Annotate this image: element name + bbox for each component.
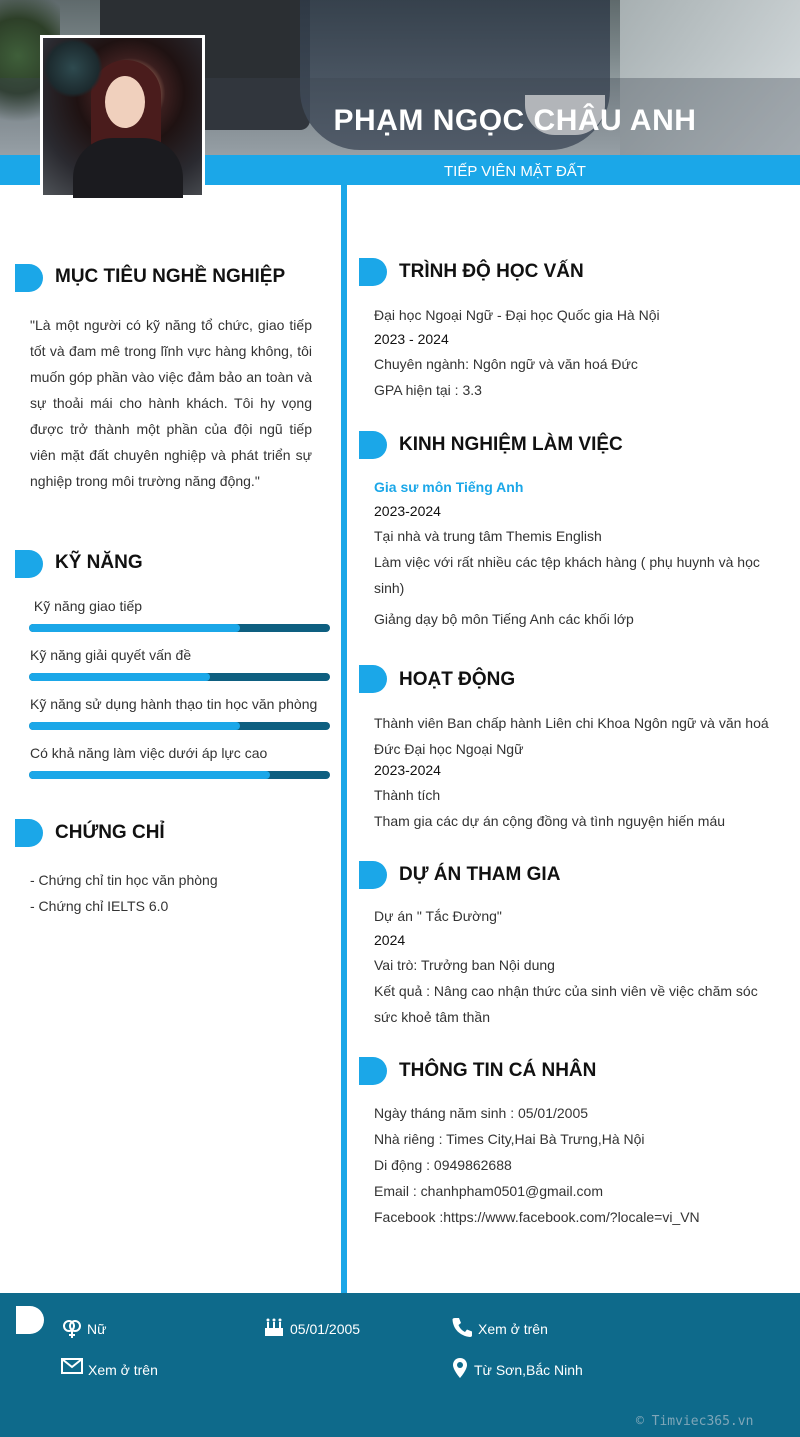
skill-bar <box>29 624 330 632</box>
skill-bar <box>29 673 330 681</box>
phone-icon <box>451 1316 473 1338</box>
activities-title: HOẠT ĐỘNG <box>399 669 516 690</box>
personal-birth: Ngày tháng năm sinh : 05/01/2005 <box>374 1105 589 1121</box>
skill-bar <box>29 722 330 730</box>
personal-facebook: Facebook :https://www.facebook.com/?locale=vi_VN <box>374 1209 700 1225</box>
objective-text: "Là một người có kỹ năng tổ chức, giao tiếp tốt và đam mê trong lĩnh vực hàng không, tôi muốn góp phần vào việc đảm bảo an toàn và sự thoải mái cho hành khách. Tôi hy vọng được trở thành một phần của đội ngũ tiếp viên mặt đất chuyên nghiệp và phát triển sự nghiệp trong môi trường năng động." <box>30 317 312 489</box>
cv-footer <box>0 1293 800 1437</box>
skill-fill <box>29 771 270 779</box>
section-marker-icon <box>16 1306 44 1334</box>
personal-home: Nhà riêng : Times City,Hai Bà Trưng,Hà Nội <box>374 1131 645 1147</box>
education-gpa: GPA hiện tại : 3.3 <box>374 382 482 398</box>
section-marker-icon <box>359 431 387 459</box>
experience-title: KINH NGHIỆM LÀM VIỆC <box>399 434 623 455</box>
section-marker-icon <box>359 861 387 889</box>
personal-email: Email : chanhpham0501@gmail.com <box>374 1183 603 1199</box>
education-period: 2023 - 2024 <box>374 331 449 347</box>
projects-title: DỰ ÁN THAM GIA <box>399 864 561 885</box>
full-name: PHẠM NGỌC CHÂU ANH <box>333 104 697 137</box>
skill-fill <box>29 673 210 681</box>
certificates-title: CHỨNG CHỈ <box>55 822 165 843</box>
copyright-watermark: © Timviec365.vn <box>636 1414 754 1429</box>
section-marker-icon <box>359 1057 387 1085</box>
activity-desc: Tham gia các dự án cộng đồng và tình nguyện hiến máu <box>374 813 726 829</box>
section-marker-icon <box>15 819 43 847</box>
education-school: Đại học Ngoại Ngữ - Đại học Quốc gia Hà Nội <box>374 307 660 323</box>
footer-address: Từ Sơn,Bắc Ninh <box>474 1362 583 1378</box>
skill-label: Có khả năng làm việc dưới áp lực cao <box>30 745 268 761</box>
experience-desc: Làm việc với rất nhiều các tệp khách hàng ( phụ huynh và học sinh) <box>374 554 760 596</box>
footer-birthday: 05/01/2005 <box>290 1321 361 1337</box>
experience-desc: Giảng dạy bộ môn Tiếng Anh các khối lớp <box>374 611 634 627</box>
project-name: Dự án " Tắc Đường" <box>374 908 502 924</box>
education-major: Chuyên ngành: Ngôn ngữ và văn hoá Đức <box>374 356 638 372</box>
personal-phone: Di động : 0949862688 <box>374 1157 512 1173</box>
experience-job: Gia sư môn Tiếng Anh <box>374 479 524 495</box>
footer-email: Xem ở trên <box>88 1362 158 1378</box>
skill-fill <box>29 722 240 730</box>
activity-period: 2023-2024 <box>374 762 441 778</box>
gender-icon <box>61 1317 83 1339</box>
skill-label: Kỹ năng giải quyết vấn đề <box>30 647 192 663</box>
certificate-item: - Chứng chỉ tin học văn phòng <box>30 872 218 888</box>
birthday-cake-icon <box>263 1316 285 1338</box>
skill-label: Kỹ năng sử dụng hành thạo tin học văn phòng <box>30 696 318 712</box>
objective-title: MỤC TIÊU NGHỀ NGHIỆP <box>55 266 286 287</box>
footer-gender: Nữ <box>87 1321 107 1337</box>
section-marker-icon <box>359 258 387 286</box>
project-result: Kết quả : Nâng cao nhận thức của sinh viên về việc chăm sóc sức khoẻ tâm thần <box>374 983 758 1025</box>
footer-phone: Xem ở trên <box>478 1321 548 1337</box>
avatar <box>40 35 205 198</box>
experience-period: 2023-2024 <box>374 503 441 519</box>
activity-role: Thành tích <box>374 787 441 803</box>
job-title: TIẾP VIÊN MẶT ĐẤT <box>444 163 586 180</box>
section-marker-icon <box>15 264 43 292</box>
education-title: TRÌNH ĐỘ HỌC VẤN <box>399 261 584 282</box>
skill-bar <box>29 771 330 779</box>
email-icon <box>61 1357 83 1375</box>
personal-title: THÔNG TIN CÁ NHÂN <box>399 1060 597 1081</box>
location-pin-icon <box>452 1357 468 1379</box>
project-role: Vai trò: Trưởng ban Nội dung <box>374 957 555 973</box>
skills-title: KỸ NĂNG <box>55 552 143 573</box>
project-period: 2024 <box>374 932 406 948</box>
section-marker-icon <box>15 550 43 578</box>
skill-label: Kỹ năng giao tiếp <box>30 598 143 614</box>
column-divider <box>341 185 347 1293</box>
certificate-item: - Chứng chỉ IELTS 6.0 <box>30 898 169 914</box>
activity-org: Thành viên Ban chấp hành Liên chi Khoa Ngôn ngữ và văn hoá Đức Đại học Ngoại Ngữ <box>374 715 769 757</box>
skill-fill <box>29 624 240 632</box>
experience-place: Tại nhà và trung tâm Themis English <box>374 528 602 544</box>
section-marker-icon <box>359 665 387 693</box>
